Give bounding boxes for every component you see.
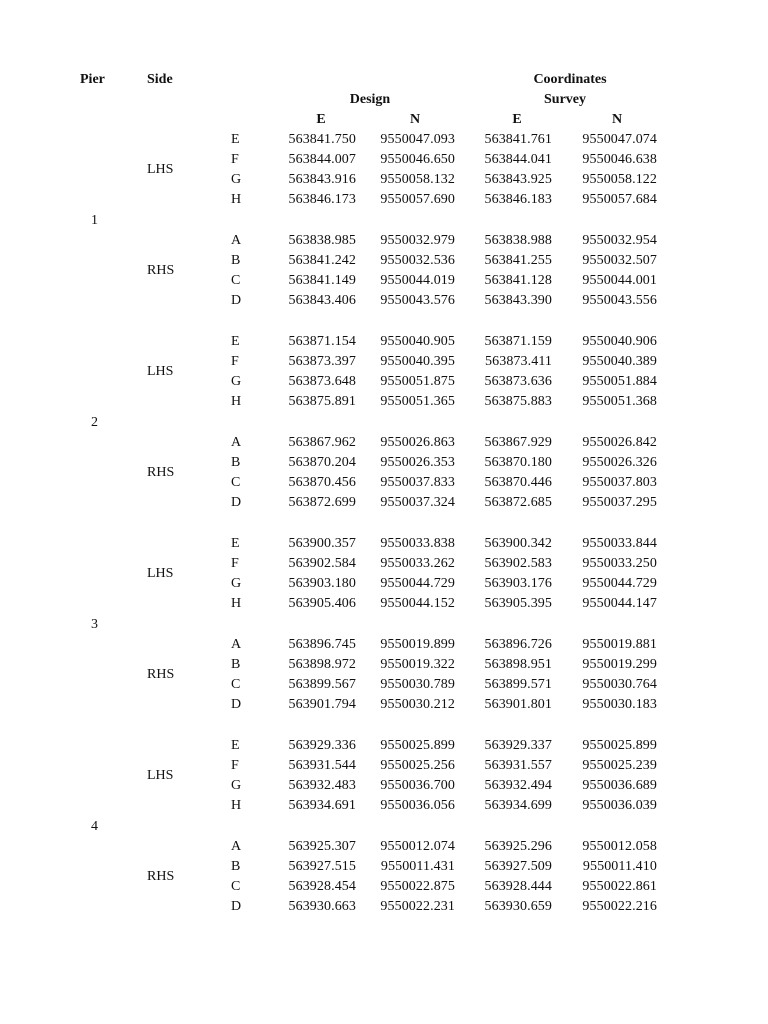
survey-easting: 563841.128: [484, 273, 552, 289]
design-easting: 563844.007: [288, 152, 356, 168]
survey-northing: 9550022.861: [582, 879, 657, 895]
design-northing: 9550051.365: [380, 394, 455, 410]
design-easting: 563934.691: [288, 798, 356, 814]
side-label: LHS: [147, 162, 174, 178]
point-label: A: [231, 233, 242, 248]
survey-easting: 563867.929: [484, 435, 552, 450]
design-northing: 9550019.322: [380, 657, 455, 673]
survey-easting: 563843.390: [484, 293, 552, 309]
survey-northing: 9550058.122: [582, 172, 657, 188]
survey-northing: 9550044.001: [582, 273, 657, 289]
survey-easting: 563901.801: [484, 697, 552, 713]
survey-header: Survey: [544, 92, 586, 107]
design-easting: 563899.567: [288, 677, 356, 693]
side-label: RHS: [147, 869, 175, 885]
point-label: H: [231, 394, 242, 410]
pier-number: 3: [91, 616, 98, 632]
side-label: RHS: [147, 465, 175, 481]
design-northing: 9550033.262: [380, 556, 455, 572]
design-northing: 9550025.899: [380, 738, 455, 753]
survey-e-header: E: [512, 112, 522, 127]
design-easting: 563927.515: [288, 859, 356, 875]
design-northing: 9550012.074: [380, 839, 455, 854]
survey-northing: 9550011.410: [582, 859, 657, 875]
design-easting: 563931.544: [288, 758, 356, 774]
survey-northing: 9550057.684: [582, 192, 657, 208]
point-label: F: [231, 354, 239, 370]
side-label: LHS: [147, 364, 174, 380]
design-northing: 9550057.690: [380, 192, 455, 208]
survey-northing: 9550046.638: [582, 152, 657, 168]
point-label: G: [231, 576, 242, 592]
survey-easting: 563844.041: [484, 152, 552, 168]
point-label: F: [231, 152, 239, 168]
design-northing: 9550044.019: [380, 273, 455, 289]
survey-northing: 9550051.884: [582, 374, 657, 390]
survey-easting: 563841.255: [484, 253, 552, 269]
design-northing: 9550047.093: [380, 132, 455, 147]
pier-number: 4: [91, 818, 98, 834]
point-label: B: [231, 657, 241, 673]
survey-n-header: N: [611, 112, 623, 127]
point-label: D: [231, 293, 242, 309]
survey-northing: 9550019.881: [582, 637, 657, 652]
pier-number: 2: [91, 414, 98, 430]
design-northing: 9550044.152: [380, 596, 455, 612]
design-northing: 9550036.700: [380, 778, 455, 794]
side-label: LHS: [147, 566, 174, 582]
point-label: C: [231, 475, 241, 491]
coordinates-header: Coordinates: [533, 72, 607, 87]
design-easting: 563867.962: [288, 435, 356, 450]
survey-easting: 563928.444: [484, 879, 552, 895]
survey-northing: 9550044.729: [582, 576, 657, 592]
design-header: Design: [349, 92, 391, 107]
survey-easting: 563873.636: [484, 374, 552, 390]
design-easting: 563901.794: [288, 697, 356, 713]
design-easting: 563905.406: [288, 596, 356, 612]
design-northing: 9550040.905: [380, 334, 455, 349]
design-northing: 9550037.324: [380, 495, 455, 511]
design-easting: 563930.663: [288, 899, 356, 915]
design-easting: 563843.916: [288, 172, 356, 188]
survey-northing: 9550036.689: [582, 778, 657, 794]
point-label: H: [231, 596, 242, 612]
design-northing: 9550025.256: [380, 758, 455, 774]
point-label: A: [231, 839, 242, 854]
point-label: E: [231, 334, 240, 349]
design-easting: 563925.307: [288, 839, 356, 854]
design-northing: 9550022.875: [380, 879, 455, 895]
point-label: G: [231, 172, 242, 188]
point-label: D: [231, 495, 242, 511]
design-northing: 9550046.650: [380, 152, 455, 168]
design-northing: 9550026.863: [380, 435, 455, 450]
survey-easting: 563931.557: [484, 758, 552, 774]
design-northing: 9550044.729: [380, 576, 455, 592]
point-label: D: [231, 899, 242, 915]
side-label: RHS: [147, 667, 175, 683]
design-northing: 9550026.353: [380, 455, 455, 471]
survey-easting: 563871.159: [484, 334, 552, 349]
survey-northing: 9550037.803: [582, 475, 657, 491]
design-northing: 9550037.833: [380, 475, 455, 491]
design-northing: 9550019.899: [380, 637, 455, 652]
survey-northing: 9550033.844: [582, 536, 657, 551]
survey-northing: 9550025.239: [582, 758, 657, 774]
design-easting: 563843.406: [288, 293, 356, 309]
survey-easting: 563902.583: [484, 556, 552, 572]
survey-easting: 563925.296: [484, 839, 552, 854]
survey-easting: 563841.761: [484, 132, 552, 147]
point-label: B: [231, 253, 241, 269]
survey-northing: 9550037.295: [582, 495, 657, 511]
survey-easting: 563838.988: [484, 233, 552, 248]
pier-number: 1: [91, 212, 98, 228]
point-label: E: [231, 536, 240, 551]
survey-easting: 563872.685: [484, 495, 552, 511]
design-e-header: E: [316, 112, 326, 127]
design-easting: 563932.483: [288, 778, 356, 794]
design-easting: 563928.454: [288, 879, 356, 895]
design-northing: 9550022.231: [380, 899, 455, 915]
survey-northing: 9550036.039: [582, 798, 657, 814]
design-easting: 563870.456: [288, 475, 356, 491]
design-easting: 563871.154: [288, 334, 356, 349]
design-easting: 563873.648: [288, 374, 356, 390]
design-northing: 9550032.536: [380, 253, 455, 269]
point-label: G: [231, 374, 242, 390]
design-northing: 9550058.132: [380, 172, 455, 188]
survey-northing: 9550033.250: [582, 556, 657, 572]
survey-easting: 563900.342: [484, 536, 552, 551]
point-label: C: [231, 879, 241, 895]
survey-northing: 9550019.299: [582, 657, 657, 673]
point-label: E: [231, 738, 240, 753]
design-easting: 563873.397: [288, 354, 356, 370]
survey-easting: 563905.395: [484, 596, 552, 612]
design-easting: 563875.891: [288, 394, 356, 410]
design-northing: 9550030.212: [380, 697, 455, 713]
survey-easting: 563843.925: [484, 172, 552, 188]
survey-easting: 563873.411: [485, 354, 552, 370]
point-label: H: [231, 192, 242, 208]
point-label: H: [231, 798, 242, 814]
design-northing: 9550040.395: [380, 354, 455, 370]
design-northing: 9550011.431: [380, 859, 455, 875]
design-northing: 9550051.875: [380, 374, 455, 390]
design-easting: 563841.149: [288, 273, 356, 289]
design-easting: 563838.985: [288, 233, 356, 248]
point-label: G: [231, 778, 242, 794]
survey-northing: 9550026.842: [582, 435, 657, 450]
design-northing: 9550043.576: [380, 293, 455, 309]
point-label: A: [231, 637, 242, 652]
design-northing: 9550036.056: [380, 798, 455, 814]
survey-easting: 563899.571: [484, 677, 552, 693]
point-label: F: [231, 758, 239, 774]
design-n-header: N: [409, 112, 421, 127]
design-easting: 563900.357: [288, 536, 356, 551]
design-easting: 563898.972: [288, 657, 356, 673]
survey-easting: 563927.509: [484, 859, 552, 875]
survey-northing: 9550040.389: [582, 354, 657, 370]
design-easting: 563872.699: [288, 495, 356, 511]
design-northing: 9550030.789: [380, 677, 455, 693]
pier-header: Pier: [80, 72, 105, 87]
point-label: B: [231, 859, 241, 875]
point-label: C: [231, 677, 241, 693]
survey-easting: 563875.883: [484, 394, 552, 410]
design-northing: 9550033.838: [380, 536, 455, 551]
survey-easting: 563896.726: [484, 637, 552, 652]
survey-easting: 563934.699: [484, 798, 552, 814]
side-header: Side: [147, 72, 173, 87]
survey-northing: 9550030.183: [582, 697, 657, 713]
survey-northing: 9550025.899: [582, 738, 657, 753]
side-label: LHS: [147, 768, 174, 784]
point-label: D: [231, 697, 242, 713]
survey-northing: 9550047.074: [582, 132, 657, 147]
design-easting: 563896.745: [288, 637, 356, 652]
survey-easting: 563870.446: [484, 475, 552, 491]
point-label: C: [231, 273, 241, 289]
survey-easting: 563898.951: [484, 657, 552, 673]
survey-easting: 563932.494: [484, 778, 552, 794]
design-northing: 9550032.979: [380, 233, 455, 248]
design-easting: 563903.180: [288, 576, 356, 592]
survey-easting: 563846.183: [484, 192, 552, 208]
design-easting: 563841.242: [288, 253, 356, 269]
design-easting: 563902.584: [288, 556, 356, 572]
survey-easting: 563870.180: [484, 455, 552, 471]
survey-northing: 9550032.507: [582, 253, 657, 269]
survey-easting: 563929.337: [484, 738, 552, 753]
point-label: A: [231, 435, 242, 450]
design-easting: 563841.750: [288, 132, 356, 147]
survey-northing: 9550012.058: [582, 839, 657, 854]
survey-northing: 9550022.216: [582, 899, 657, 915]
design-easting: 563929.336: [288, 738, 356, 753]
survey-northing: 9550032.954: [582, 233, 657, 248]
point-label: E: [231, 132, 240, 147]
point-label: F: [231, 556, 239, 572]
point-label: B: [231, 455, 241, 471]
survey-northing: 9550026.326: [582, 455, 657, 471]
survey-northing: 9550044.147: [582, 596, 657, 612]
survey-northing: 9550040.906: [582, 334, 657, 349]
survey-northing: 9550030.764: [582, 677, 657, 693]
survey-northing: 9550051.368: [582, 394, 657, 410]
survey-easting: 563903.176: [484, 576, 552, 592]
survey-easting: 563930.659: [484, 899, 552, 915]
design-easting: 563870.204: [288, 455, 356, 471]
survey-northing: 9550043.556: [582, 293, 657, 309]
side-label: RHS: [147, 263, 175, 279]
design-easting: 563846.173: [288, 192, 356, 208]
